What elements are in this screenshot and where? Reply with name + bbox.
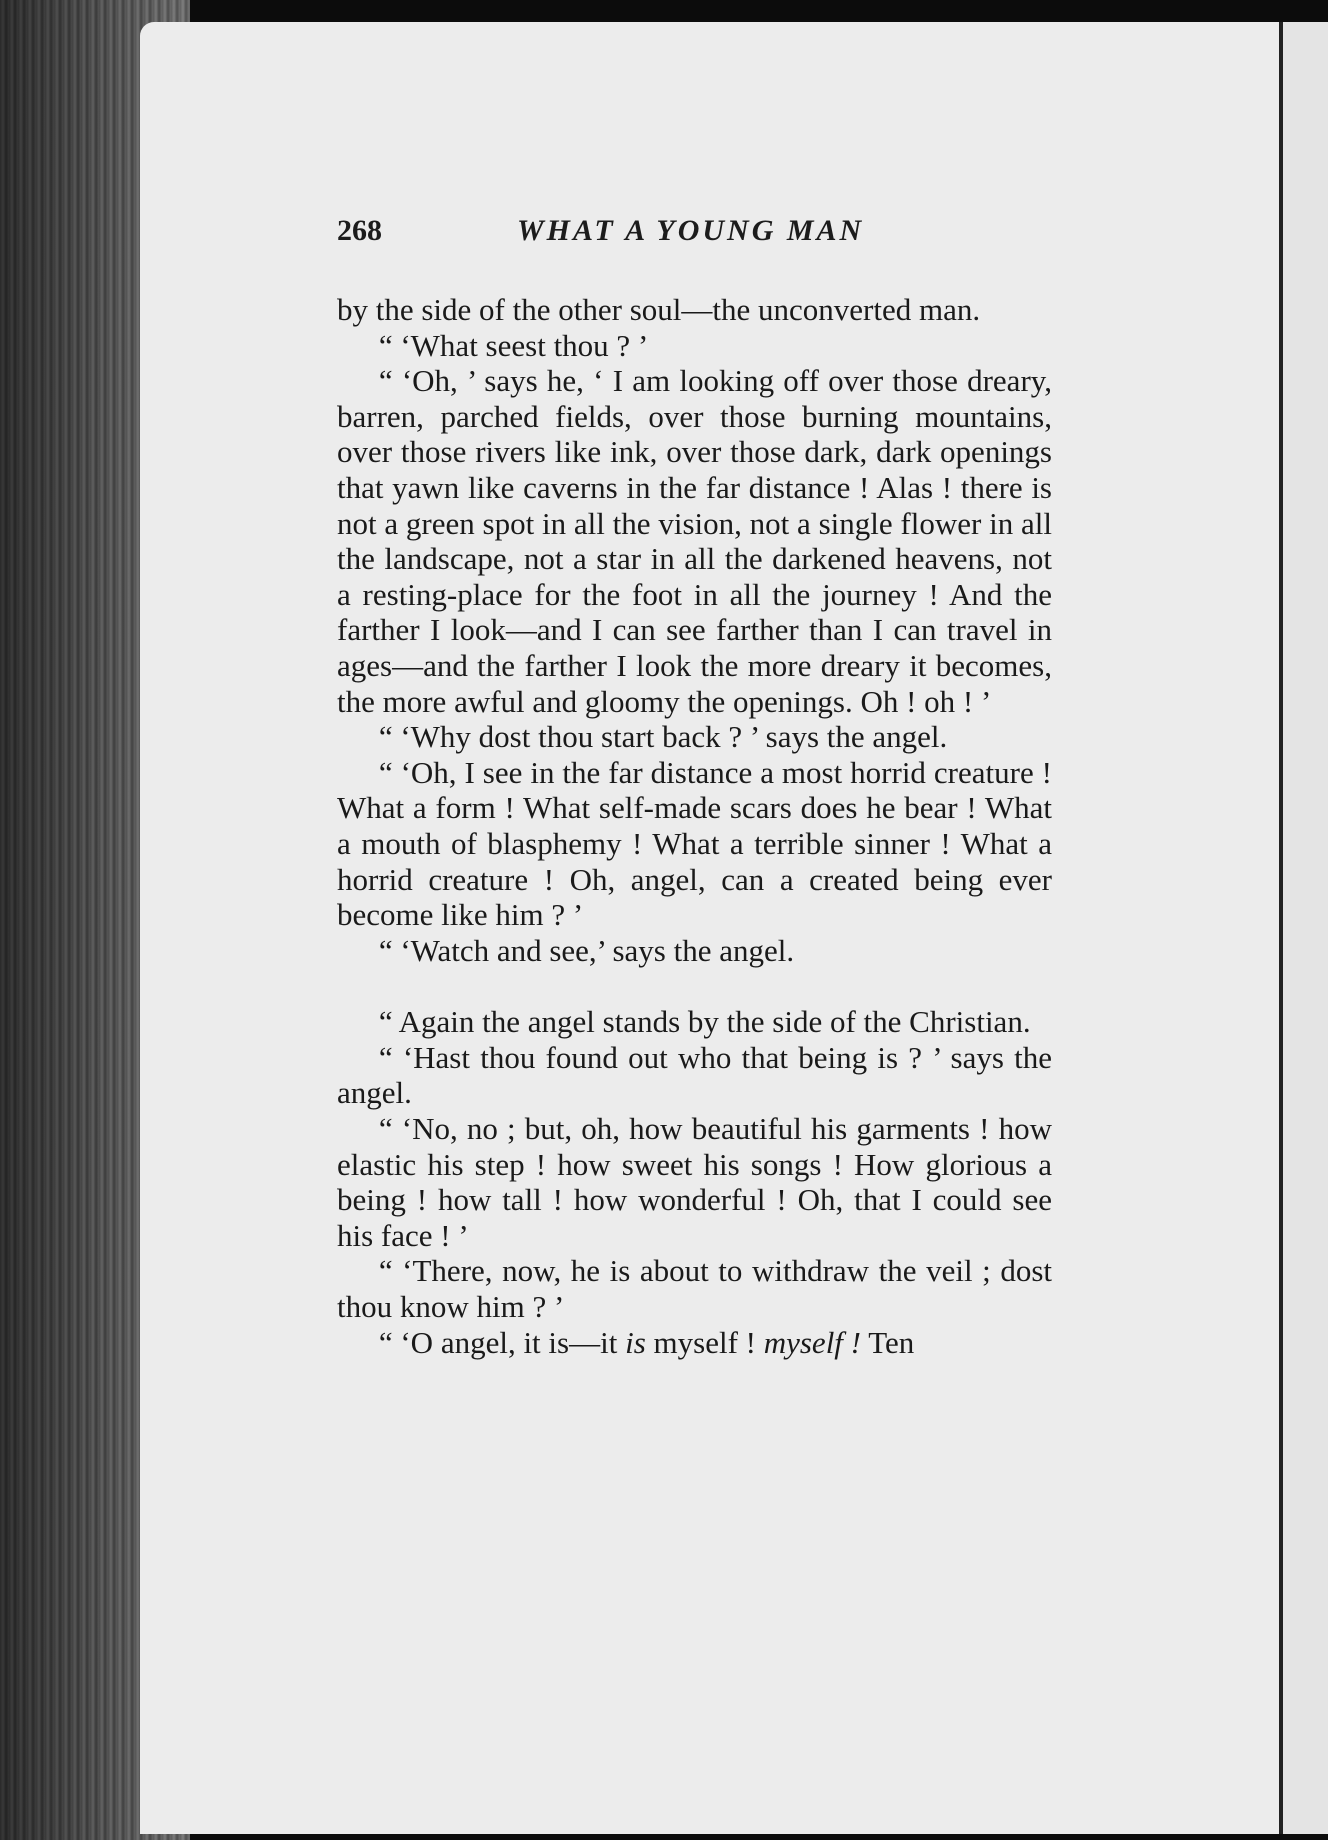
paragraph: “ ‘Oh, I see in the far distance a most horrid creature ! What a form ! What self-made scars does he bear ! What a mouth of blasphemy ! What a terrible sinner ! What a horrid creature ! Oh, angel, can a created being ever become like him ? ’ — [337, 754, 1052, 933]
paragraph: “ Again the angel stands by the side of the Christian. — [378, 1004, 1031, 1040]
paragraph: “ ‘No, no ; but, oh, how beautiful his garments ! how elastic his step ! how sweet his songs ! How glorious a being ! how tall ! how wonderful ! Oh, that I could see his face ! ’ — [337, 1111, 1052, 1253]
running-head: WHAT A YOUNG MAN — [517, 214, 865, 247]
emphasis: is — [625, 1324, 646, 1360]
emphasis: myself ! — [763, 1324, 861, 1360]
page-number: 268 — [337, 214, 382, 247]
paragraph: “ ‘O angel, it is—it is myself ! myself ! Ten — [378, 1324, 915, 1360]
paragraph: “ ‘Oh, ’ says he, ‘ I am looking off over those dreary, barren, parched fields, over those burning mountains, over those rivers like ink, over those dark, dark openings that yawn like caverns in the far distance ! Alas ! there is not a green spot in all the vision, not a single flower in all the landscape, not a star in all the darkened heavens, not a resting-place for the foot in all the journey ! And the farther I look—and I can see farther than I can travel in ages—and the farther I look the more dreary it becomes, the more awful and gloomy the openings. Oh ! oh ! ’ — [337, 363, 1052, 719]
page-header — [337, 214, 897, 254]
body-text — [337, 292, 1052, 1360]
paragraph: “ ‘What seest thou ? ’ — [378, 327, 649, 363]
paragraph: “ ‘There, now, he is about to withdraw the veil ; dost thou know him ? ’ — [337, 1253, 1052, 1325]
paragraph: by the side of the other soul—the unconverted man. — [337, 292, 981, 327]
paragraph: “ ‘Watch and see,’ says the angel. — [378, 932, 795, 968]
paragraph: “ ‘Why dost thou start back ? ’ says the angel. — [378, 719, 948, 755]
paragraph: “ ‘Hast thou found out who that being is ? ’ says the angel. — [337, 1039, 1052, 1111]
next-page-edge — [1283, 22, 1328, 1834]
